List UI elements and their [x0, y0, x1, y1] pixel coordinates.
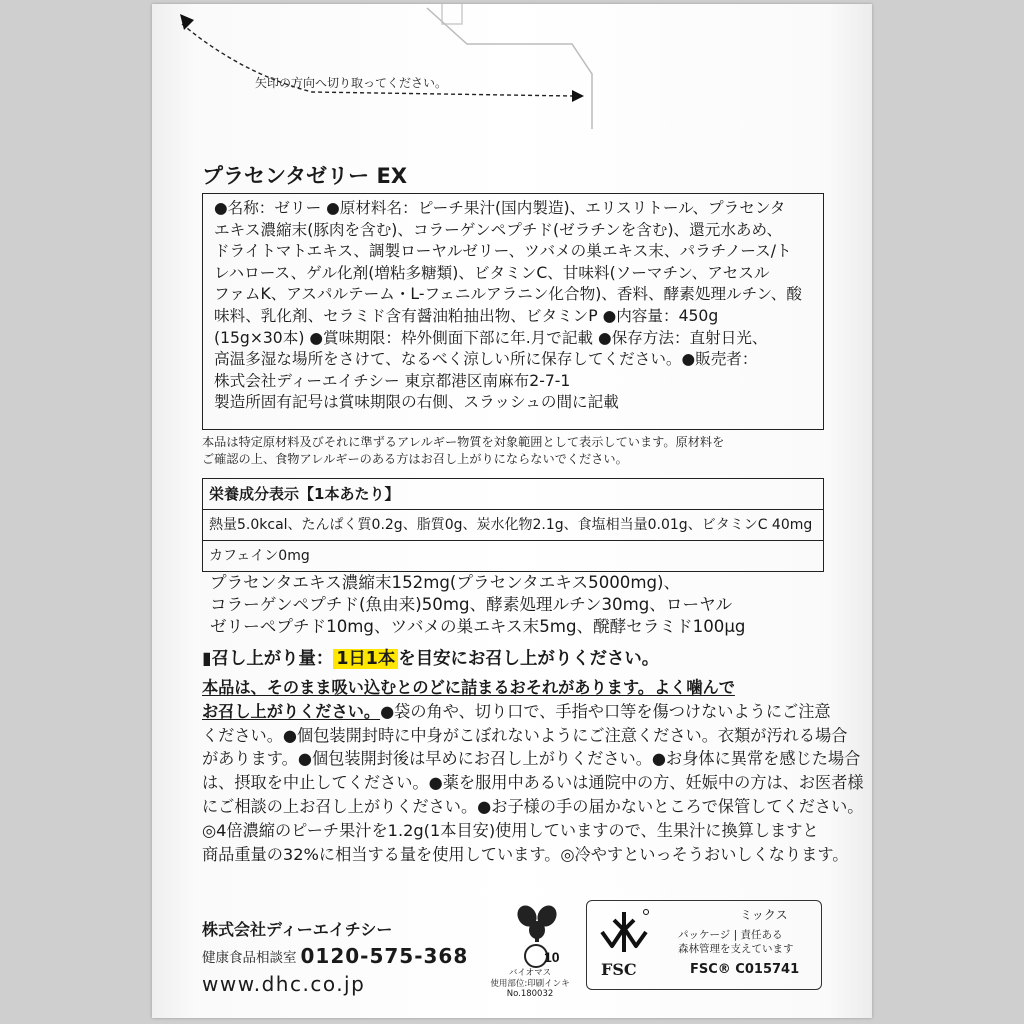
fsc-logo-text: FSC [601, 960, 637, 979]
biomass-line: バイオマス [508, 968, 552, 978]
intake-highlight: 1日1本 [333, 649, 398, 669]
fsc-description [678, 928, 818, 956]
nutrition-header: 栄養成分表示【1本あたり】 [203, 479, 823, 510]
caution-line: ◎4倍濃縮のピーチ果汁を1.2g(1本目安)使用していますので、生果汁に換算しますと [202, 820, 819, 840]
allergen-note-line: 本品は特定原材料及びそれに準ずるアレルギー物質を対象範囲として表示しています。原材料を [202, 435, 725, 449]
ingredients-line: エキス濃縮末(豚肉を含む)、コラーゲンペプチド(ゼラチンを含む)、還元水あめ、 [214, 220, 783, 239]
ingredients-line: 株式会社ディーエイチシー 東京都港区南麻布2-7-1 [214, 371, 571, 390]
intake-prefix: ▮召し上がり量： [202, 649, 334, 669]
phone-label: 健康食品相談室 [202, 950, 297, 966]
functional-line: ゼリーペプチド10mg、ツバメの巣エキス末5mg、醗酵セラミド100μg [210, 617, 746, 636]
biomass-line: 使用部位:印刷インキ [490, 978, 570, 989]
caution-line: ●袋の角や、切り口で、手指や口等を傷つけないようにご注意 [380, 701, 831, 721]
website-url: www.dhc.co.jp [202, 972, 366, 996]
fsc-license-code: FSC® C015741 [690, 962, 800, 977]
functional-line: コラーゲンペプチド(魚由来)50mg、酵素処理ルチン30mg、ローヤル [210, 595, 733, 614]
biomass-text [490, 968, 570, 1000]
tear-instruction: 矢印の方向へ切り取ってください。 [255, 76, 448, 90]
nutrition-row: カフェイン0mg [209, 548, 310, 564]
ingredients-line: (15g×30本) ●賞味期限：枠外側面下部に年.月で記載 ●保存方法：直射日光、 [214, 328, 768, 347]
allergen-note-line: ご確認の上、食物アレルギーのある方はお召し上がりにならないでください。 [202, 452, 628, 466]
ingredients-line: ファムK、アスパルテーム・L-フェニルアラニン化合物)、香料、酵素処理ルチン、酸 [214, 285, 802, 304]
fsc-tree-icon [596, 906, 652, 958]
ingredients-line: 高温多湿な場所をさけて、なるべく涼しい所に保存してください。●販売者： [214, 350, 758, 369]
caution-warning: 本品は、そのまま吸い込むとのどに詰まるおそれがあります。よく噛んで [202, 678, 735, 697]
product-title: プラセンタゼリー EX [202, 164, 408, 188]
ingredients-line: ドライトマトエキス、調製ローヤルゼリー、ツバメの巣エキス末、パラチノース/ト [214, 242, 792, 261]
intake-guideline [202, 646, 659, 672]
intake-suffix: を目安にお召し上がりください。 [398, 649, 660, 669]
caution-line: 商品重量の32%に相当する量を使用しています。◎冷やすといっそうおいしくなります。 [202, 844, 849, 864]
biomass-mark-icon [514, 902, 564, 968]
biomass-line: No.180032 [506, 989, 554, 999]
caution-line: があります。●個包装開封後は早めにお召し上がりください。●お身体に異常を感じた場合 [202, 749, 861, 769]
fsc-mix-label: ミックス [740, 908, 788, 922]
tear-guide-arrows [152, 4, 612, 134]
arrow-head-icon [572, 90, 584, 102]
caution-line: ください。●個包装開封時に中身がこぼれないようにご注意ください。衣類が汚れる場合 [202, 725, 848, 745]
ingredients-line: レハロース、ゲル化剤(増粘多糖類)、ビタミンC、甘味料(ソーマチン、アセスル [214, 263, 770, 282]
allergen-note [202, 434, 832, 468]
caution-section [202, 676, 864, 866]
ingredients-line: ●名称：ゼリー ●原材料名：ピーチ果汁(国内製造)、エリスリトール、プラセンタ [214, 199, 786, 217]
consultation-contact [202, 944, 468, 968]
ingredients-box [202, 193, 824, 430]
ingredients-line: 製造所固有記号は賞味期限の右側、スラッシュの間に記載 [214, 393, 619, 412]
ingredients-line: 味料、乳化剤、セラミド含有醤油粕抽出物、ビタミンP ●内容量：450g [214, 306, 719, 325]
phone-number: 0120-575-368 [300, 944, 469, 968]
fsc-desc-line: パッケージ | 責任ある [678, 929, 783, 941]
nutrition-table [202, 478, 824, 572]
caution-line: にご相談の上お召し上がりください。●お子様の手の届かないところで保管してください。 [202, 796, 864, 816]
nutrition-row: 熱量5.0kcal、たんぱく質0.2g、脂質0g、炭水化物2.1g、食塩相当量0.01g、ビタミンC 40mg [203, 510, 823, 541]
functional-ingredients [210, 572, 830, 638]
caution-warning: お召し上がりください。 [202, 701, 381, 721]
functional-line: プラセンタエキス濃縮末152mg(プラセンタエキス5000mg)、 [210, 573, 681, 592]
arrow-head-icon [180, 14, 194, 30]
biomass-number: 10 [544, 949, 560, 965]
company-name: 株式会社ディーエイチシー [202, 920, 393, 939]
caution-line: は、摂取を中止してください。●薬を服用中あるいは通院中の方、妊娠中の方は、お医者様 [202, 773, 864, 793]
fsc-desc-line: 森林管理を支えています [678, 943, 794, 955]
